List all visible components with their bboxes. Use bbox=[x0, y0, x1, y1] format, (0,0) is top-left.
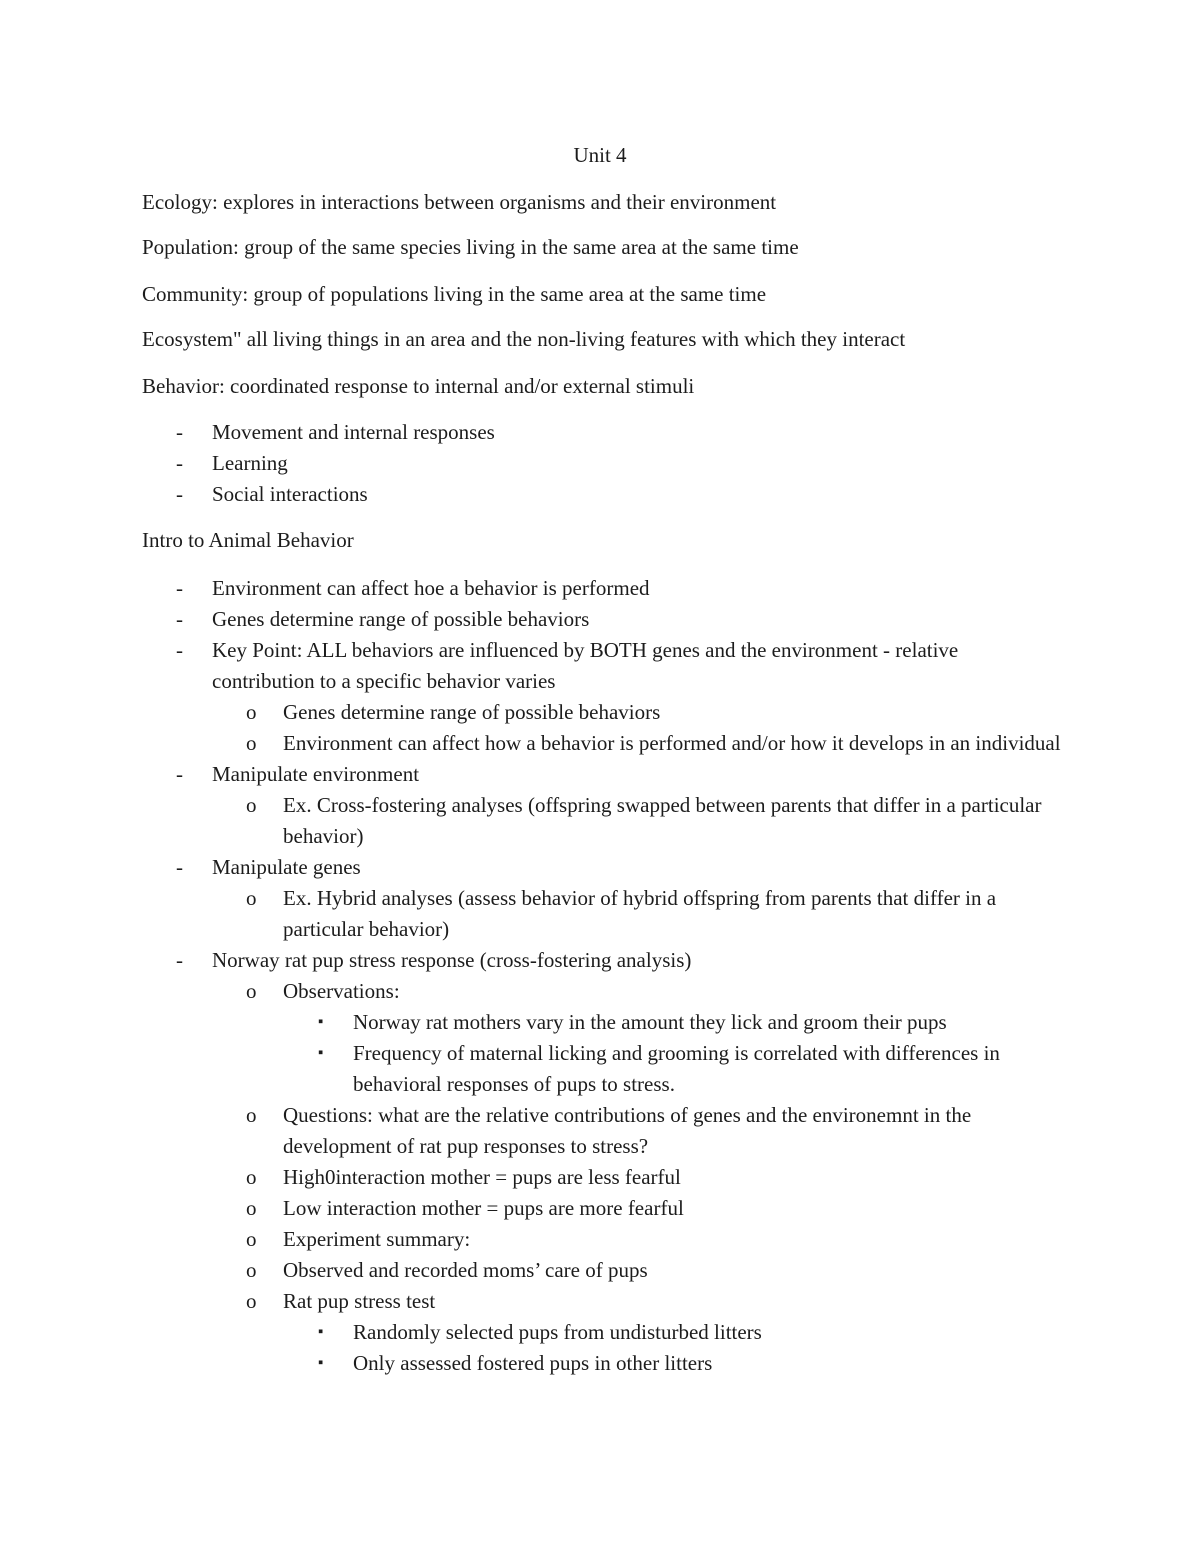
list-item-text: Randomly selected pups from undisturbed litters bbox=[353, 1320, 762, 1344]
list-item bbox=[0, 1286, 1063, 1317]
list-item-text: Learning bbox=[212, 451, 288, 475]
list-item bbox=[0, 1162, 1063, 1193]
dash-bullet: - bbox=[176, 638, 183, 662]
list-item-text: Manipulate genes bbox=[212, 855, 361, 879]
dash-bullet: - bbox=[176, 855, 183, 879]
list-item bbox=[0, 573, 1062, 604]
list-item bbox=[0, 976, 1063, 1007]
dash-bullet: - bbox=[176, 607, 183, 631]
circle-bullet: o bbox=[246, 700, 257, 724]
list-item bbox=[0, 1348, 1063, 1379]
definition-behavior: Behavior: coordinated response to internal and/or external stimuli bbox=[142, 374, 695, 398]
section-heading: Intro to Animal Behavior bbox=[142, 528, 354, 552]
list-item-text: Observations: bbox=[283, 979, 400, 1003]
list-item bbox=[0, 1038, 1063, 1100]
dash-bullet: - bbox=[176, 576, 183, 600]
list-item bbox=[0, 1255, 1063, 1286]
list-item-text: Frequency of maternal licking and grooming is correlated with differences in behavioral responses of pups to stress. bbox=[353, 1041, 1000, 1096]
dash-bullet: - bbox=[176, 948, 183, 972]
list-item bbox=[0, 728, 1063, 759]
intro-list bbox=[0, 573, 1200, 1379]
square-bullet-icon: ▪ bbox=[318, 1045, 324, 1061]
definition-community: Community: group of populations living in the same area at the same time bbox=[142, 282, 767, 306]
list-item-text: Only assessed fostered pups in other litters bbox=[353, 1351, 713, 1375]
page-title: Unit 4 bbox=[573, 143, 627, 167]
list-item bbox=[0, 479, 1062, 510]
list-item-text: Rat pup stress test bbox=[283, 1289, 436, 1313]
circle-bullet: o bbox=[246, 886, 257, 910]
list-item-text: Environment can affect hoe a behavior is performed bbox=[212, 576, 650, 600]
list-item bbox=[0, 1193, 1063, 1224]
definition-ecosystem: Ecosystem" all living things in an area and the non-living features with which they interact bbox=[142, 327, 906, 351]
dash-bullet: - bbox=[176, 451, 183, 475]
list-item-text: Genes determine range of possible behaviors bbox=[283, 700, 661, 724]
list-item bbox=[0, 417, 1062, 448]
circle-bullet: o bbox=[246, 1165, 257, 1189]
behavior-list bbox=[0, 417, 1200, 510]
list-item-text: Key Point: ALL behaviors are influenced by BOTH genes and the environment - relative contribution to a specific behavior varies bbox=[212, 638, 959, 693]
circle-bullet: o bbox=[246, 979, 257, 1003]
list-item-text: Norway rat pup stress response (cross-fostering analysis) bbox=[212, 948, 692, 972]
list-item bbox=[0, 1007, 1063, 1038]
list-item bbox=[0, 945, 1062, 976]
list-item-text: Questions: what are the relative contributions of genes and the environemnt in the development of rat pup responses to stress? bbox=[283, 1103, 972, 1158]
list-item bbox=[0, 790, 1063, 852]
list-item-text: Environment can affect how a behavior is performed and/or how it develops in an individual bbox=[283, 731, 1061, 755]
circle-bullet: o bbox=[246, 1103, 257, 1127]
list-item-text: High0interaction mother = pups are less fearful bbox=[283, 1165, 681, 1189]
list-item bbox=[0, 1100, 1063, 1162]
dash-bullet: - bbox=[176, 420, 183, 444]
circle-bullet: o bbox=[246, 793, 257, 817]
list-item bbox=[0, 883, 1063, 945]
list-item bbox=[0, 604, 1062, 635]
list-item bbox=[0, 852, 1062, 883]
square-bullet-icon: ▪ bbox=[318, 1014, 324, 1030]
list-item bbox=[0, 1224, 1063, 1255]
circle-bullet: o bbox=[246, 1227, 257, 1251]
definition-population: Population: group of the same species living in the same area at the same time bbox=[142, 235, 799, 259]
list-item bbox=[0, 697, 1063, 728]
circle-bullet: o bbox=[246, 1289, 257, 1313]
list-item bbox=[0, 759, 1062, 790]
dash-bullet: - bbox=[176, 762, 183, 786]
list-item-text: Manipulate environment bbox=[212, 762, 420, 786]
definition-ecology: Ecology: explores in interactions between organisms and their environment bbox=[142, 190, 777, 214]
list-item-text: Genes determine range of possible behaviors bbox=[212, 607, 590, 631]
list-item-text: Ex. Cross-fostering analyses (offspring swapped between parents that differ in a particular behavior) bbox=[283, 793, 1042, 848]
list-item-text: Movement and internal responses bbox=[212, 420, 495, 444]
list-item-text: Low interaction mother = pups are more fearful bbox=[283, 1196, 684, 1220]
circle-bullet: o bbox=[246, 1196, 257, 1220]
list-item-text: Observed and recorded moms’ care of pups bbox=[283, 1258, 648, 1282]
dash-bullet: - bbox=[176, 482, 183, 506]
square-bullet-icon: ▪ bbox=[318, 1324, 324, 1340]
list-item-text: Experiment summary: bbox=[283, 1227, 471, 1251]
list-item bbox=[0, 1317, 1063, 1348]
list-item bbox=[0, 635, 1062, 697]
list-item-text: Norway rat mothers vary in the amount they lick and groom their pups bbox=[353, 1010, 947, 1034]
list-item bbox=[0, 448, 1062, 479]
list-item-text: Ex. Hybrid analyses (assess behavior of hybrid offspring from parents that differ in a particular behavior) bbox=[283, 886, 997, 941]
square-bullet-icon: ▪ bbox=[318, 1355, 324, 1371]
circle-bullet: o bbox=[246, 731, 257, 755]
circle-bullet: o bbox=[246, 1258, 257, 1282]
list-item-text: Social interactions bbox=[212, 482, 368, 506]
